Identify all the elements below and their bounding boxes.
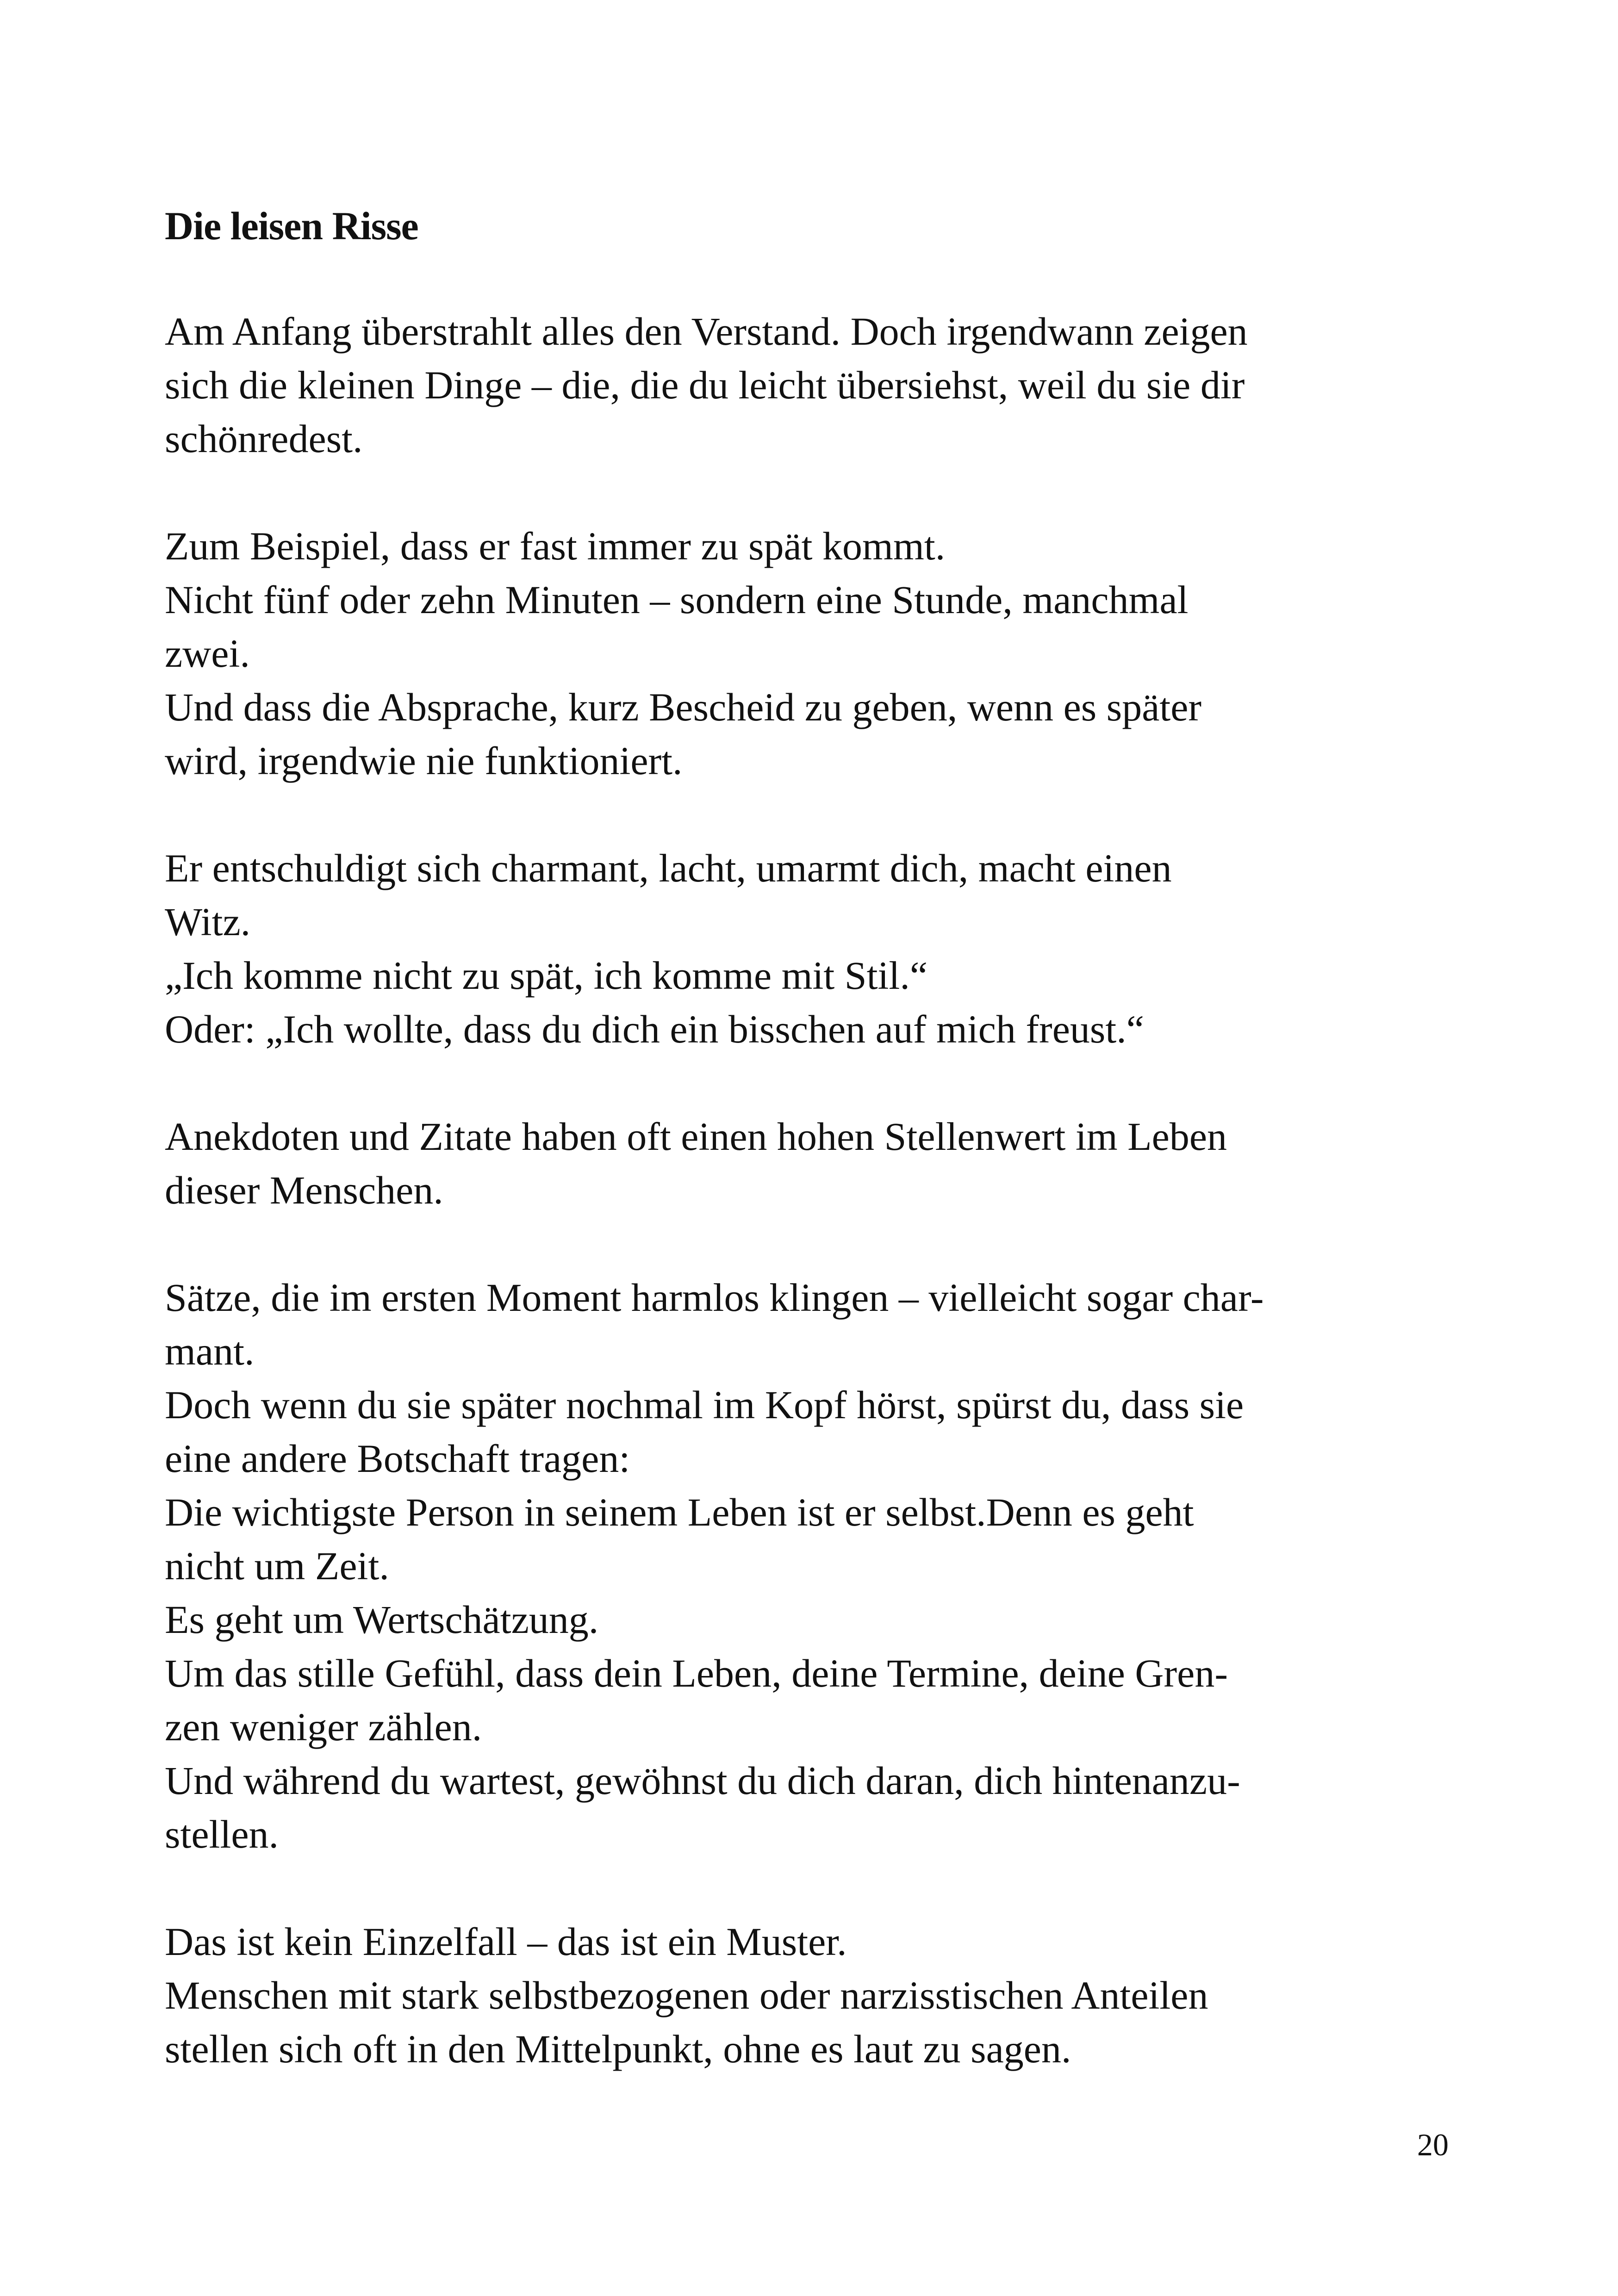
paragraph-1-line-3: schönredest. xyxy=(165,416,363,461)
paragraph-4 xyxy=(165,1110,1451,1217)
paragraph-5-line-1: Sätze, die im ersten Moment harmlos klingen – vielleicht sogar char- xyxy=(165,1275,1264,1320)
page-number: 20 xyxy=(1417,2127,1449,2162)
paragraph-5-line-2: mant. xyxy=(165,1329,255,1373)
paragraph-5-line-8: Um das stille Gefühl, dass dein Leben, deine Termine, deine Gren- xyxy=(165,1651,1228,1695)
paragraph-5-line-10: Und während du wartest, gewöhnst du dich daran, dich hintenanzu- xyxy=(165,1758,1240,1803)
paragraph-6 xyxy=(165,1915,1451,2076)
paragraph-4-line-2: dieser Menschen. xyxy=(165,1168,443,1212)
paragraph-5-line-6: nicht um Zeit. xyxy=(165,1544,389,1588)
paragraph-3-line-3: „Ich komme nicht zu spät, ich komme mit Stil.“ xyxy=(165,953,927,998)
chapter-heading: Die leisen Risse xyxy=(165,204,418,248)
paragraph-2-line-5: wird, irgendwie nie funktioniert. xyxy=(165,738,683,783)
paragraph-3-line-1: Er entschuldigt sich charmant, lacht, umarmt dich, macht einen xyxy=(165,846,1172,890)
paragraph-5-line-3: Doch wenn du sie später nochmal im Kopf hörst, spürst du, dass sie xyxy=(165,1383,1244,1427)
paragraph-6-line-2: Menschen mit stark selbstbezogenen oder narzisstischen Anteilen xyxy=(165,1973,1208,2017)
paragraph-2-line-1: Zum Beispiel, dass er fast immer zu spät kommt. xyxy=(165,524,946,568)
paragraph-2-line-2: Nicht fünf oder zehn Minuten – sondern eine Stunde, manchmal xyxy=(165,577,1189,622)
paragraph-2-line-4: Und dass die Absprache, kurz Bescheid zu geben, wenn es später xyxy=(165,685,1202,729)
paragraph-3 xyxy=(165,841,1451,1056)
paragraph-2-line-3: zwei. xyxy=(165,631,250,676)
paragraph-1-line-1: Am Anfang überstrahlt alles den Verstand. Doch irgendwann zeigen xyxy=(165,309,1248,354)
paragraph-6-line-3: stellen sich oft in den Mittelpunkt, ohne es laut zu sagen. xyxy=(165,2027,1071,2071)
page-content xyxy=(165,199,1451,2129)
paragraph-3-line-4: Oder: „Ich wollte, dass du dich ein bisschen auf mich freust.“ xyxy=(165,1007,1144,1051)
paragraph-3-line-2: Witz. xyxy=(165,900,251,944)
paragraph-1-line-2: sich die kleinen Dinge – die, die du leicht übersiehst, weil du sie dir xyxy=(165,363,1245,407)
paragraph-5-line-5: Die wichtigste Person in seinem Leben ist er selbst.Denn es geht xyxy=(165,1490,1194,1534)
paragraph-2 xyxy=(165,519,1451,788)
paragraph-5-line-11: stellen. xyxy=(165,1812,279,1856)
paragraph-6-line-1: Das ist kein Einzelfall – das ist ein Muster. xyxy=(165,1919,847,1964)
paragraph-1 xyxy=(165,304,1451,465)
paragraph-5-line-7: Es geht um Wertschätzung. xyxy=(165,1597,599,1642)
paragraph-5-line-9: zen weniger zählen. xyxy=(165,1705,482,1749)
paragraph-5-line-4: eine andere Botschaft tragen: xyxy=(165,1436,630,1481)
paragraph-5 xyxy=(165,1271,1451,1861)
paragraph-4-line-1: Anekdoten und Zitate haben oft einen hohen Stellenwert im Leben xyxy=(165,1114,1227,1159)
